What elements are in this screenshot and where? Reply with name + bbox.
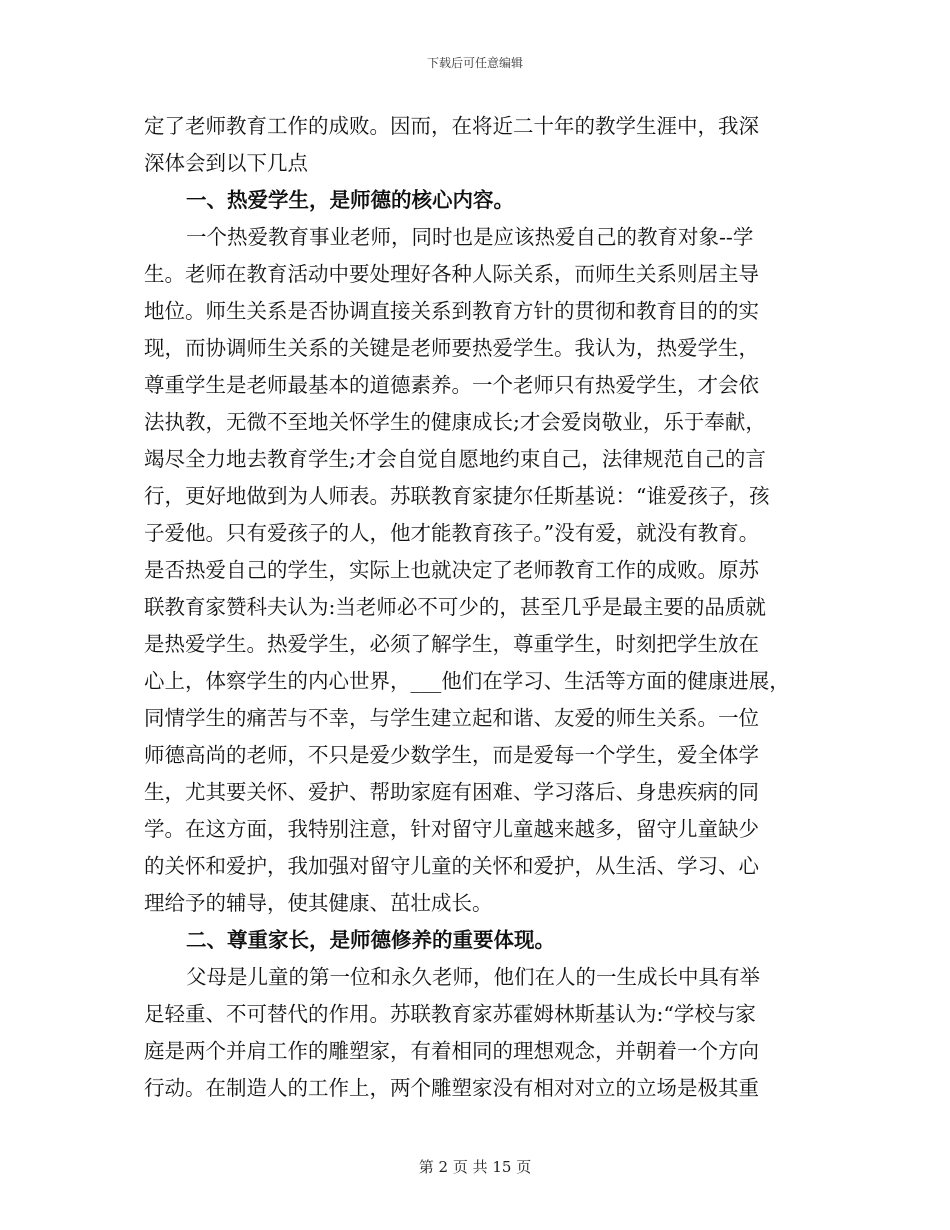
section-heading: 一、热爱学生，是师德的核心内容。 [186,188,514,212]
text-line: 法执教，无微不至地关怀学生的健康成长;才会爱岗敬业，乐于奉献， [144,410,766,434]
text-line: 地位。师生关系是否协调直接关系到教育方针的贯彻和教育目的的实 [144,299,759,323]
text-line: 是否热爱自己的学生，实际上也就决定了老师教育工作的成败。原苏 [144,558,759,582]
text-line: 理给予的辅导，使其健康、茁壮成长。 [144,891,493,915]
document-body [144,108,816,1107]
text-line: 子爱他。只有爱孩子的人，他才能教育孩子。”没有爱，就没有教育。 [144,521,760,545]
text-line: 是热爱学生。热爱学生，必须了解学生，尊重学生，时刻把学生放在 [144,632,759,656]
text-line: 庭是两个并肩工作的雕塑家，有着相同的理想观念，并朝着一个方向 [144,1039,759,1063]
text-line: 行动。在制造人的工作上，两个雕塑家没有相对对立的立场是极其重 [144,1076,759,1100]
text-line: 学。在这方面，我特别注意，针对留守儿童越来越多，留守儿童缺少 [144,817,759,841]
text-line: 尊重学生是老师最基本的道德素养。一个老师只有热爱学生，才会依 [144,373,759,397]
text-line: 定了老师教育工作的成败。因而，在将近二十年的教学生涯中，我深 [144,114,759,138]
text-line: 竭尽全力地去教育学生;才会自觉自愿地约束自己，法律规范自己的言 [144,447,766,471]
text-line: 心上，体察学生的内心世界，___他们在学习、生活等方面的健康进展， [144,669,790,693]
text-line: 足轻重、不可替代的作用。苏联教育家苏霍姆林斯基认为:“学校与家 [144,1002,756,1026]
text-line: 生，尤其要关怀、爱护、帮助家庭有困难、学习落后、身患疾病的同 [144,780,759,804]
text-line: 父母是儿童的第一位和永久老师，他们在人的一生成长中具有举 [186,965,760,989]
text-line: 行，更好地做到为人师表。苏联教育家捷尔任斯基说：“谁爱孩子，孩 [144,484,770,508]
text-line: 联教育家赞科夫认为:当老师必不可少的，甚至几乎是最主要的品质就 [144,595,766,619]
text-line: 生。老师在教育活动中要处理好各种人际关系，而师生关系则居主导 [144,262,759,286]
page-header: 下载后可任意编辑 [426,56,523,70]
text-line: 师德高尚的老师，不只是爱少数学生，而是爱每一个学生，爱全体学 [144,743,759,767]
section-heading: 二、尊重家长，是师德修养的重要体现。 [186,928,555,952]
text-line: 现，而协调师生关系的关键是老师要热爱学生。我认为，热爱学生， [144,336,759,360]
text-line: 一个热爱教育事业老师，同时也是应该热爱自己的教育对象--学 [186,225,754,249]
text-line: 深体会到以下几点 [144,151,308,175]
page-footer: 第 2 页 共 15 页 [418,1158,532,1176]
text-line: 的关怀和爱护，我加强对留守儿童的关怀和爱护，从生活、学习、心 [144,854,759,878]
text-line: 同情学生的痛苦与不幸，与学生建立起和谐、友爱的师生关系。一位 [144,706,759,730]
